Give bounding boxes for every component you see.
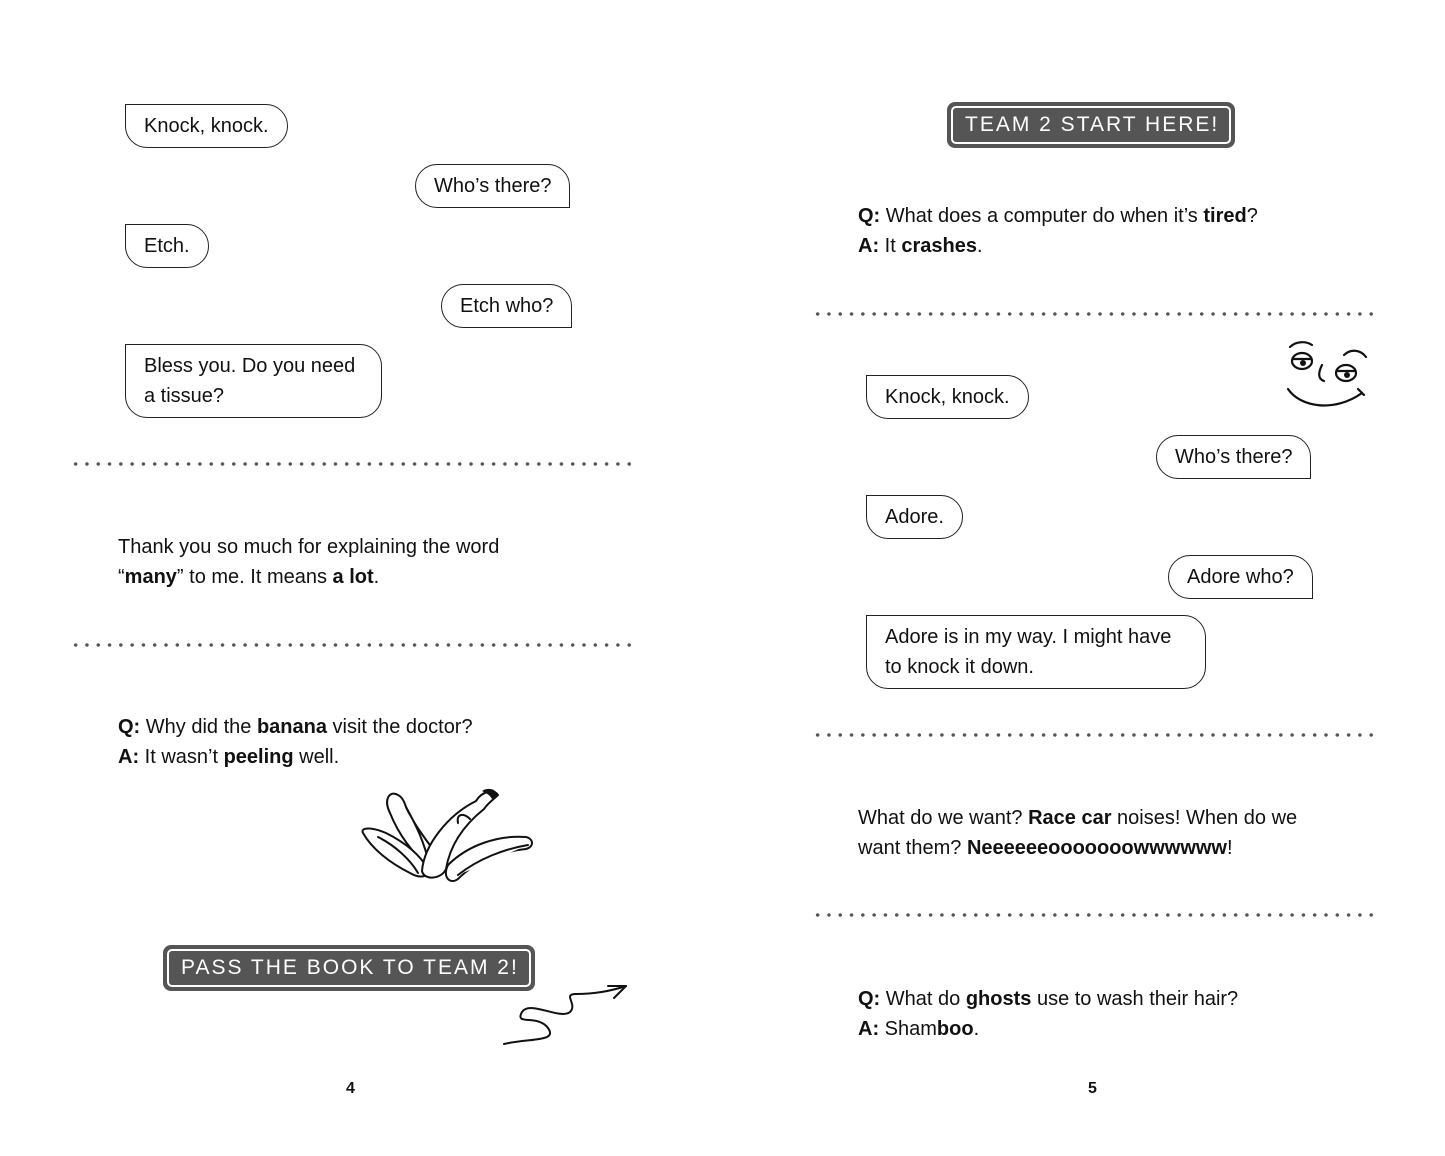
bold-word: many [124,566,177,588]
answer-line [118,742,568,772]
dotted-divider [812,913,1374,917]
a-label: A: [118,746,140,768]
joke-many-a-lot [118,532,558,592]
joke-text: ? [1246,205,1258,227]
bold-word: ghosts [965,988,1032,1010]
a-label: A: [858,235,880,257]
joke-text: What do [880,988,966,1010]
smirking-face-icon [1282,335,1374,411]
pass-book-banner [163,945,535,991]
joke-text: noises! When do we want them? [858,807,1298,859]
left-page [0,0,722,1156]
bold-word: crashes [901,235,977,257]
answer-line [858,231,1338,261]
speech-bubble-whos-there: Who’s there? [415,164,570,208]
speech-bubble-adore-who: Adore who? [1168,555,1313,599]
bold-word: Neeeeeeooooooowwwwww [966,837,1227,859]
speech-bubble-knock-knock: Knock, knock. [866,375,1029,419]
joke-text: use to wash their hair? [1031,988,1239,1010]
joke-text: Thank you so much for explaining the word [118,536,500,558]
dotted-divider [812,312,1374,316]
squiggle-arrow-icon [500,982,630,1048]
question-line [858,984,1338,1014]
question-line [858,201,1338,231]
joke-ghosts [858,984,1338,1044]
right-page [722,0,1445,1156]
speech-bubble-adore: Adore. [866,495,963,539]
answer-line [858,1014,1338,1044]
bold-word: banana [256,716,327,738]
quote-mark: “ [118,566,125,588]
joke-text: It [879,235,902,257]
speech-bubble-etch: Etch. [125,224,209,268]
joke-text: Sham [879,1018,937,1040]
a-label: A: [858,1018,880,1040]
joke-text: What do we want? [858,807,1029,829]
dotted-divider [70,462,636,466]
bold-word: a lot [332,566,374,588]
dotted-divider [70,643,636,647]
joke-computer [858,201,1338,261]
banner-text: PASS THE BOOK TO TEAM 2! [167,949,531,987]
speech-bubble-etch-who: Etch who? [441,284,572,328]
bold-word: boo [936,1018,974,1040]
speech-bubble-whos-there: Who’s there? [1156,435,1311,479]
team2-start-banner [947,102,1235,148]
page-number: 4 [346,1080,355,1097]
question-line [118,712,568,742]
speech-bubble-knock-knock: Knock, knock. [125,104,288,148]
banana-peel-icon [358,785,536,885]
joke-race-car [858,803,1344,863]
bold-word: peeling [223,746,294,768]
bold-word: tired [1203,205,1247,227]
joke-text: . [976,235,983,257]
joke-text: well. [293,746,340,768]
joke-text: . [973,1018,980,1040]
joke-text: Why did the [140,716,257,738]
dotted-divider [812,733,1374,737]
banner-text: TEAM 2 START HERE! [951,106,1231,144]
joke-text: What does a computer do when it’s [880,205,1204,227]
q-label: Q: [858,988,881,1010]
q-label: Q: [118,716,141,738]
joke-text: ” to me. It means [176,566,333,588]
joke-banana [118,712,568,772]
joke-text: visit the doctor? [326,716,473,738]
joke-text: It wasn’t [139,746,224,768]
bold-word: Race car [1028,807,1112,829]
q-label: Q: [858,205,881,227]
joke-text: . [373,566,380,588]
speech-bubble-adore-punchline: Adore is in my way. I might have to knock it down. [866,615,1206,689]
speech-bubble-bless-you: Bless you. Do you need a tissue? [125,344,382,418]
page-number: 5 [1088,1080,1097,1097]
joke-text: ! [1227,837,1233,859]
